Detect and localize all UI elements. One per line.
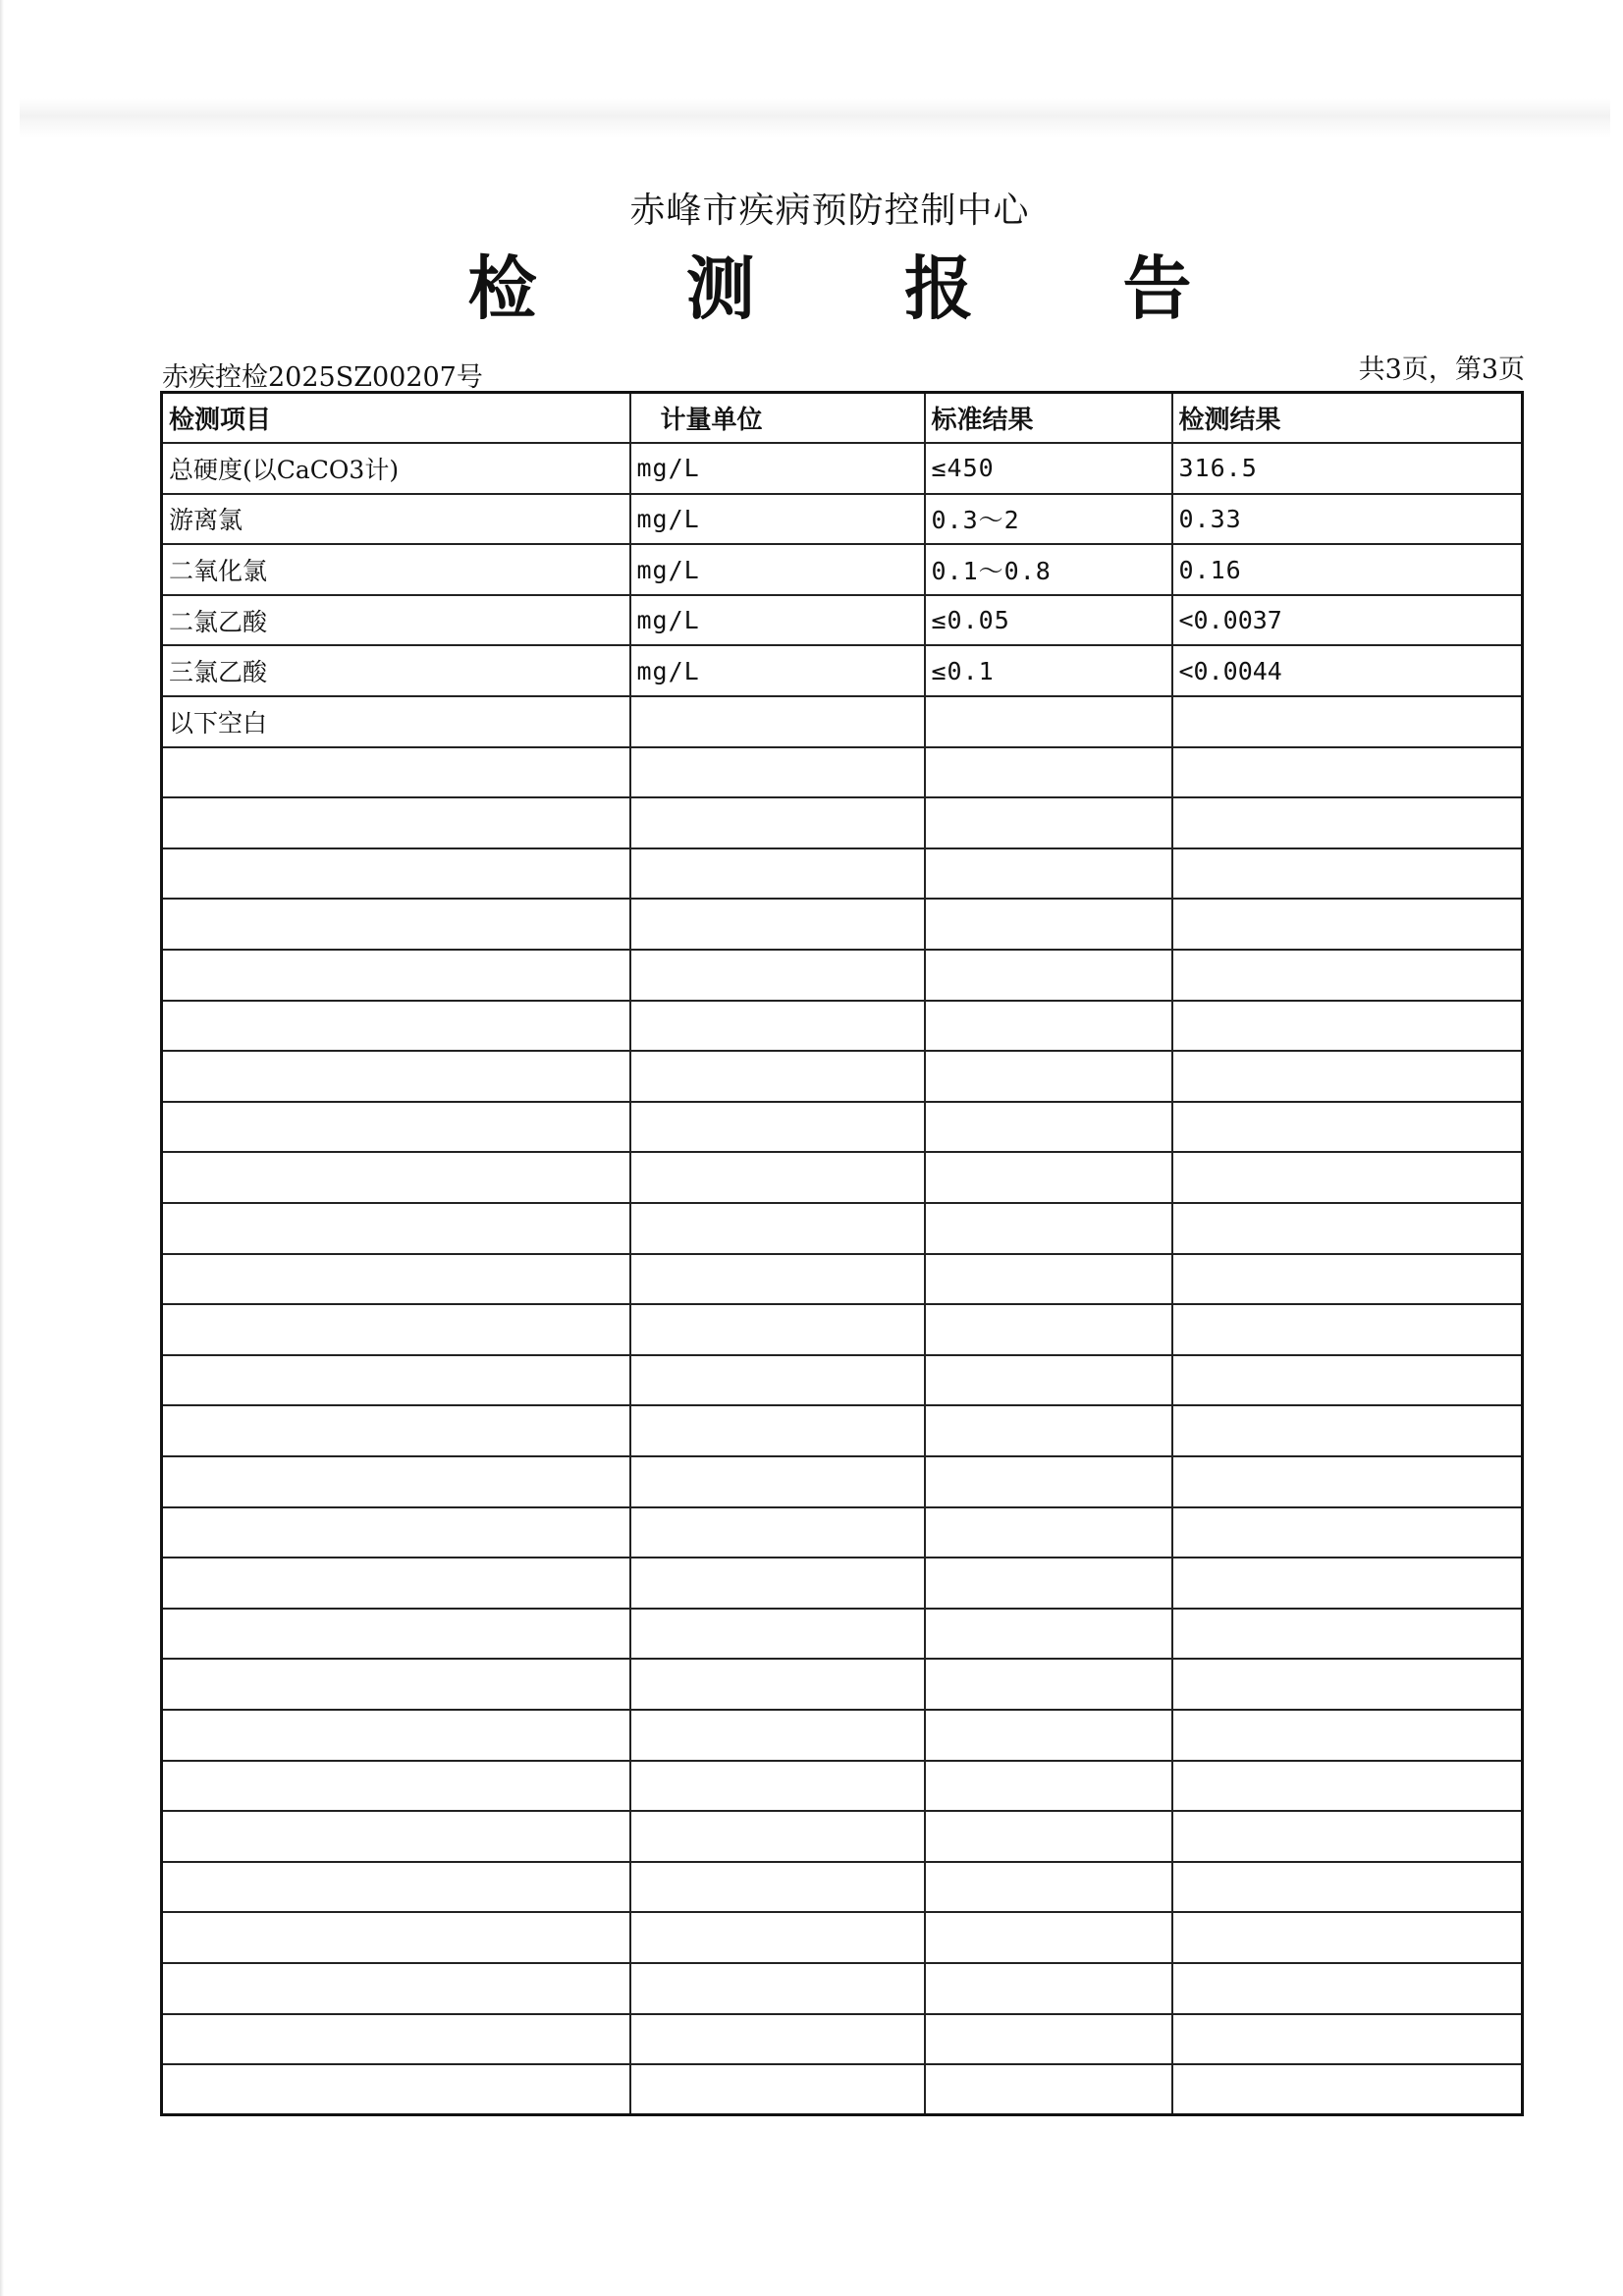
- cell-standard: ≤450: [925, 443, 1172, 494]
- cell-standard: 0.3～2: [925, 494, 1172, 545]
- table-header-row: [162, 393, 1523, 444]
- blank-cell: [925, 899, 1172, 950]
- blank-cell: [925, 1304, 1172, 1355]
- results-table: [160, 391, 1524, 2116]
- table-body: [162, 443, 1523, 2115]
- blank-cell: [1172, 1152, 1523, 1203]
- blank-cell: [925, 797, 1172, 848]
- blank-cell: [1172, 1203, 1523, 1254]
- blank-cell: [162, 1355, 630, 1406]
- blank-row: [162, 1811, 1523, 1862]
- blank-row: [162, 899, 1523, 950]
- blank-cell: [925, 848, 1172, 900]
- blank-cell: [630, 1659, 925, 1710]
- blank-cell: [630, 1405, 925, 1456]
- blank-cell: [162, 1659, 630, 1710]
- blank-cell: [630, 1355, 925, 1406]
- blank-cell: [630, 950, 925, 1001]
- blank-cell: [162, 2064, 630, 2115]
- blank-cell: [1172, 1405, 1523, 1456]
- blank-cell: [925, 1659, 1172, 1710]
- blank-cell: [925, 747, 1172, 798]
- blank-cell: [162, 1963, 630, 2014]
- blank-row: [162, 1963, 1523, 2014]
- cell-item: 三氯乙酸: [162, 645, 630, 696]
- blank-cell: [162, 1203, 630, 1254]
- organization-name: 赤峰市疾病预防控制中心: [629, 191, 1030, 231]
- blank-cell: [925, 1558, 1172, 1609]
- blank-cell: [925, 2014, 1172, 2065]
- blank-cell: [925, 1710, 1172, 1761]
- blank-cell: [630, 1203, 925, 1254]
- blank-row: [162, 1912, 1523, 1963]
- blank-cell: [925, 1912, 1172, 1963]
- table-row: [162, 645, 1523, 696]
- blank-cell: [630, 1761, 925, 1812]
- blank-cell: [925, 1203, 1172, 1254]
- blank-row: [162, 1862, 1523, 1913]
- report-title: 检 测 报 告: [467, 247, 1255, 329]
- blank-cell: [162, 899, 630, 950]
- blank-row: [162, 2014, 1523, 2065]
- blank-cell: [925, 2064, 1172, 2115]
- blank-cell: [162, 1254, 630, 1305]
- blank-cell: [630, 1862, 925, 1913]
- blank-cell: [1172, 797, 1523, 848]
- cell-item: 以下空白: [162, 696, 630, 747]
- cell-item: 二氯乙酸: [162, 595, 630, 646]
- blank-row: [162, 1710, 1523, 1761]
- blank-cell: [162, 747, 630, 798]
- blank-cell: [630, 2014, 925, 2065]
- blank-row: [162, 1507, 1523, 1558]
- blank-row: [162, 1304, 1523, 1355]
- blank-cell: [630, 2064, 925, 2115]
- cell-result: [1172, 696, 1523, 747]
- blank-row: [162, 2064, 1523, 2115]
- blank-row: [162, 1659, 1523, 1710]
- report-number: 赤疾控检2025SZ00207号: [162, 362, 483, 393]
- scan-artifact-band: [20, 98, 1610, 137]
- blank-cell: [925, 1963, 1172, 2014]
- cell-unit: mg/L: [630, 494, 925, 545]
- blank-cell: [162, 1609, 630, 1660]
- blank-cell: [925, 1102, 1172, 1153]
- blank-cell: [162, 1862, 630, 1913]
- cell-item: 二氧化氯: [162, 544, 630, 595]
- blank-cell: [162, 950, 630, 1001]
- table-row: [162, 544, 1523, 595]
- blank-cell: [925, 1507, 1172, 1558]
- blank-cell: [630, 1254, 925, 1305]
- blank-cell: [1172, 1862, 1523, 1913]
- blank-row: [162, 1609, 1523, 1660]
- blank-cell: [630, 1102, 925, 1153]
- table-row: [162, 696, 1523, 747]
- cell-result: 0.33: [1172, 494, 1523, 545]
- cell-unit: mg/L: [630, 443, 925, 494]
- blank-cell: [630, 1811, 925, 1862]
- blank-cell: [1172, 1609, 1523, 1660]
- cell-unit: [630, 696, 925, 747]
- column-header-item: 检测项目: [162, 393, 630, 444]
- blank-cell: [630, 747, 925, 798]
- blank-row: [162, 1051, 1523, 1102]
- blank-cell: [1172, 1912, 1523, 1963]
- blank-cell: [1172, 1659, 1523, 1710]
- blank-cell: [925, 1456, 1172, 1507]
- cell-unit: mg/L: [630, 595, 925, 646]
- table-row: [162, 595, 1523, 646]
- blank-cell: [162, 1102, 630, 1153]
- blank-cell: [162, 797, 630, 848]
- blank-cell: [630, 1609, 925, 1660]
- blank-cell: [162, 1001, 630, 1052]
- table-row: [162, 443, 1523, 494]
- column-header-unit: 计量单位: [630, 393, 925, 444]
- blank-cell: [1172, 2014, 1523, 2065]
- blank-cell: [925, 1862, 1172, 1913]
- cell-item: 游离氯: [162, 494, 630, 545]
- blank-row: [162, 1203, 1523, 1254]
- blank-cell: [630, 1558, 925, 1609]
- blank-row: [162, 747, 1523, 798]
- cell-unit: mg/L: [630, 645, 925, 696]
- blank-cell: [162, 848, 630, 900]
- blank-cell: [162, 2014, 630, 2065]
- blank-cell: [1172, 1456, 1523, 1507]
- blank-cell: [925, 1152, 1172, 1203]
- blank-cell: [1172, 950, 1523, 1001]
- blank-cell: [162, 1304, 630, 1355]
- blank-cell: [1172, 1304, 1523, 1355]
- page-info: 共3页，第3页: [1358, 355, 1525, 385]
- table-row: [162, 494, 1523, 545]
- blank-cell: [925, 1001, 1172, 1052]
- blank-cell: [162, 1761, 630, 1812]
- blank-cell: [1172, 1710, 1523, 1761]
- blank-cell: [630, 1304, 925, 1355]
- blank-cell: [1172, 1254, 1523, 1305]
- blank-cell: [925, 1761, 1172, 1812]
- blank-cell: [925, 950, 1172, 1001]
- blank-cell: [162, 1152, 630, 1203]
- cell-result: 0.16: [1172, 544, 1523, 595]
- blank-row: [162, 1558, 1523, 1609]
- blank-cell: [630, 1963, 925, 2014]
- blank-row: [162, 1152, 1523, 1203]
- blank-row: [162, 797, 1523, 848]
- blank-cell: [925, 1051, 1172, 1102]
- blank-row: [162, 848, 1523, 900]
- cell-unit: mg/L: [630, 544, 925, 595]
- blank-cell: [630, 797, 925, 848]
- cell-standard: ≤0.05: [925, 595, 1172, 646]
- blank-cell: [1172, 1051, 1523, 1102]
- blank-cell: [162, 1051, 630, 1102]
- column-header-result: 检测结果: [1172, 393, 1523, 444]
- cell-standard: ≤0.1: [925, 645, 1172, 696]
- cell-result: 316.5: [1172, 443, 1523, 494]
- blank-cell: [1172, 1558, 1523, 1609]
- blank-cell: [162, 1710, 630, 1761]
- blank-cell: [162, 1456, 630, 1507]
- blank-cell: [925, 1609, 1172, 1660]
- blank-cell: [1172, 1001, 1523, 1052]
- blank-cell: [630, 1456, 925, 1507]
- blank-cell: [1172, 2064, 1523, 2115]
- blank-cell: [630, 1001, 925, 1052]
- blank-cell: [925, 1254, 1172, 1305]
- blank-cell: [630, 1152, 925, 1203]
- blank-cell: [1172, 1507, 1523, 1558]
- blank-cell: [630, 1912, 925, 1963]
- blank-cell: [1172, 848, 1523, 900]
- blank-cell: [630, 848, 925, 900]
- blank-cell: [925, 1405, 1172, 1456]
- blank-cell: [925, 1355, 1172, 1406]
- blank-cell: [1172, 1963, 1523, 2014]
- blank-row: [162, 1405, 1523, 1456]
- blank-row: [162, 1761, 1523, 1812]
- blank-cell: [1172, 899, 1523, 950]
- blank-cell: [630, 1710, 925, 1761]
- cell-result: <0.0037: [1172, 595, 1523, 646]
- cell-item: 总硬度(以CaCO3计): [162, 443, 630, 494]
- blank-cell: [1172, 1811, 1523, 1862]
- blank-row: [162, 1102, 1523, 1153]
- blank-row: [162, 1355, 1523, 1406]
- blank-cell: [630, 1051, 925, 1102]
- blank-cell: [1172, 1102, 1523, 1153]
- blank-cell: [1172, 747, 1523, 798]
- blank-cell: [162, 1811, 630, 1862]
- blank-cell: [162, 1558, 630, 1609]
- blank-cell: [1172, 1761, 1523, 1812]
- blank-cell: [162, 1405, 630, 1456]
- blank-cell: [925, 1811, 1172, 1862]
- blank-cell: [1172, 1355, 1523, 1406]
- blank-row: [162, 1456, 1523, 1507]
- blank-row: [162, 1001, 1523, 1052]
- blank-row: [162, 950, 1523, 1001]
- column-header-standard: 标准结果: [925, 393, 1172, 444]
- blank-cell: [162, 1507, 630, 1558]
- cell-standard: 0.1～0.8: [925, 544, 1172, 595]
- blank-cell: [630, 899, 925, 950]
- blank-cell: [630, 1507, 925, 1558]
- scan-edge-shadow: [0, 0, 4, 2296]
- blank-cell: [162, 1912, 630, 1963]
- cell-result: <0.0044: [1172, 645, 1523, 696]
- blank-row: [162, 1254, 1523, 1305]
- cell-standard: [925, 696, 1172, 747]
